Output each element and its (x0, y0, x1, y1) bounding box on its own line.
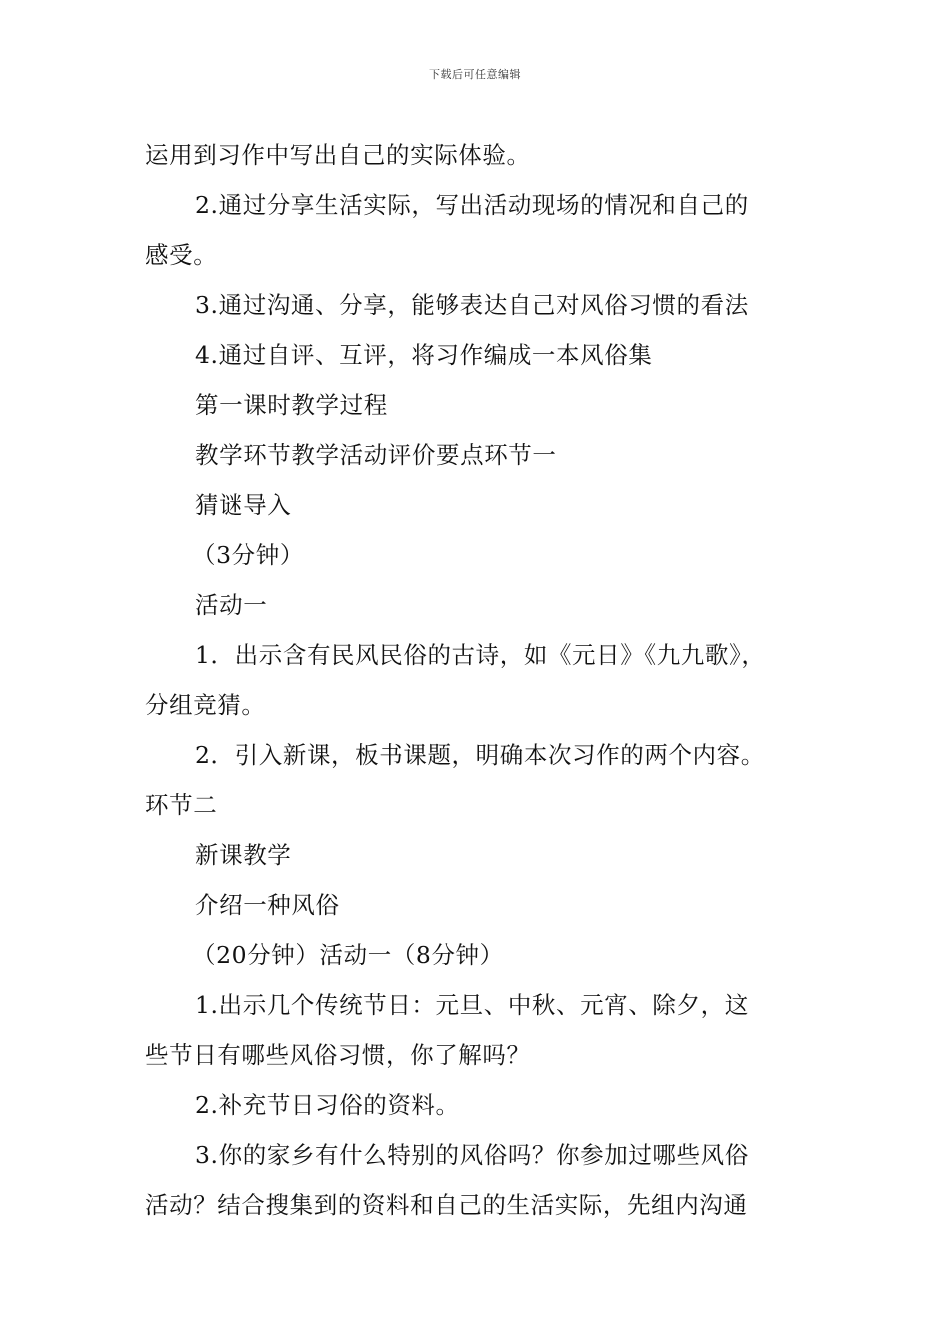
step-two-item-1-continuation: 些节日有哪些风俗习惯，你了解吗？ (145, 1041, 531, 1069)
table-header-row: 教学环节教学活动评价要点环节一 (195, 441, 557, 469)
activity-one-item-2: 2．引入新课，板书课题，明确本次习作的两个内容。 (195, 741, 765, 769)
text-line-continuation: 运用到习作中写出自己的实际体验。 (145, 141, 531, 169)
step-two-title: 新课教学 (195, 841, 292, 869)
activity-one-item-1-continuation: 分组竞猜。 (145, 691, 266, 719)
step-two-item-3-continuation: 活动？结合搜集到的资料和自己的生活实际，先组内沟通 (145, 1191, 748, 1219)
step-two-item-2: 2.补充节日习俗的资料。 (195, 1091, 460, 1119)
step-one-duration: （3分钟） (192, 541, 304, 569)
section-heading: 第一课时教学过程 (195, 391, 388, 419)
step-two-label: 环节二 (145, 791, 218, 819)
page-header-note: 下载后可任意编辑 (429, 68, 521, 81)
step-two-subtitle: 介绍一种风俗 (195, 891, 340, 919)
objective-3: 3.通过沟通、分享，能够表达自己对风俗习惯的看法 (195, 291, 749, 319)
objective-2: 2.通过分享生活实际，写出活动现场的情况和自己的 (195, 191, 749, 219)
step-two-item-3: 3.你的家乡有什么特别的风俗吗？你参加过哪些风俗 (195, 1141, 749, 1169)
step-one-title: 猜谜导入 (195, 491, 292, 519)
objective-4: 4.通过自评、互评，将习作编成一本风俗集 (195, 341, 653, 369)
activity-one-item-1: 1．出示含有民风民俗的古诗，如《元日》《九九歌》， (195, 641, 766, 669)
document-body (145, 130, 815, 1230)
step-two-duration: （20分钟）活动一（8分钟） (192, 941, 504, 969)
activity-one-heading: 活动一 (195, 591, 268, 619)
objective-2-continuation: 感受。 (145, 241, 218, 269)
step-two-item-1: 1.出示几个传统节日：元旦、中秋、元宵、除夕，这 (195, 991, 749, 1019)
